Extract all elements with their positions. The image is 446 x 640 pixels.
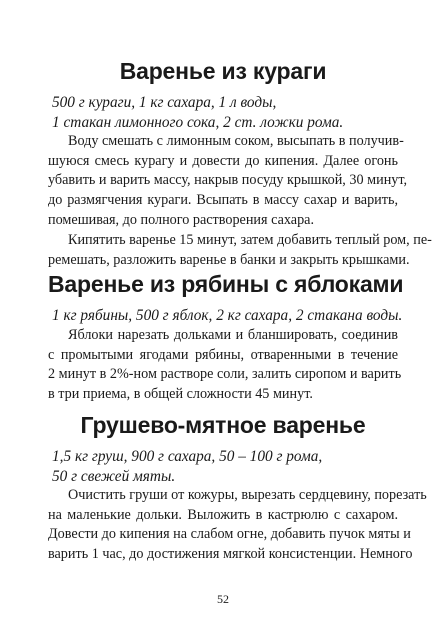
- text-line: Довести до кипения на слабом огне, добавить пучок мяты и: [48, 526, 411, 543]
- text-line: Яблоки нарезать дольками и бланшировать, соединив: [68, 327, 398, 343]
- text-line: в три приема, в общей сложности 45 минут.: [48, 386, 313, 403]
- ingredients-line: 50 г свежей мяты.: [52, 467, 176, 485]
- recipe-title-apricot: Варенье из кураги: [119, 58, 327, 84]
- text-line: Кипятить варенье 15 минут, затем добавить теплый ром, пе-: [68, 232, 432, 248]
- paragraph-pear-mint-1: [48, 486, 427, 565]
- recipe-title-rowan: Варенье из рябины с яблоками: [48, 271, 404, 297]
- text-line: помешивая, до полного растворения сахара.: [48, 211, 315, 228]
- paragraph-rowan-1: [48, 326, 402, 405]
- text-line: 2 минут в 2%-ном растворе соли, залить сиропом и варить: [48, 366, 402, 383]
- text-line: на маленькие дольки. Выложить в кастрюлю с сахаром.: [48, 506, 398, 523]
- ingredients-line: 1 кг рябины, 500 г яблок, 2 кг сахара, 2 стакана воды.: [52, 307, 403, 324]
- text-line: шуюся смесь курагу и довести до кипения. Далее огонь: [48, 152, 398, 169]
- text-line: варить 1 час, до достижения мягкой консистенции. Немного: [48, 546, 413, 563]
- text-line: Воду смешать с лимонным соком, высыпать в получив-: [68, 133, 404, 149]
- ingredients-line: 1,5 кг груш, 900 г сахара, 50 – 100 г рома,: [52, 448, 323, 465]
- text-line: до размягчения кураги. Всыпать в массу сахар и варить,: [48, 192, 398, 209]
- paragraph-apricot-2: [48, 231, 432, 270]
- text-line: Очистить груши от кожуры, вырезать сердцевину, порезать: [68, 487, 427, 503]
- ingredients-line: 1 стакан лимонного сока, 2 ст. ложки рома.: [52, 113, 344, 131]
- ingredients-apricot: [52, 93, 397, 132]
- paragraph-apricot-1: [48, 132, 408, 230]
- recipe-title-pear-mint: Грушево-мятное варенье: [80, 412, 366, 438]
- book-page: [48, 0, 432, 640]
- ingredients-line: 500 г кураги, 1 кг сахара, 1 л воды,: [52, 94, 277, 111]
- text-line: ремешать, разложить варенье в банки и закрыть крышками.: [48, 251, 410, 268]
- ingredients-pear-mint: [52, 447, 397, 486]
- ingredients-rowan: [52, 306, 403, 326]
- page-number: 52: [217, 592, 229, 606]
- text-line: убавить и варить массу, накрыв посуду крышкой, 30 минут,: [48, 172, 408, 189]
- text-line: с промытыми ягодами рябины, отваренными в течение: [48, 346, 398, 363]
